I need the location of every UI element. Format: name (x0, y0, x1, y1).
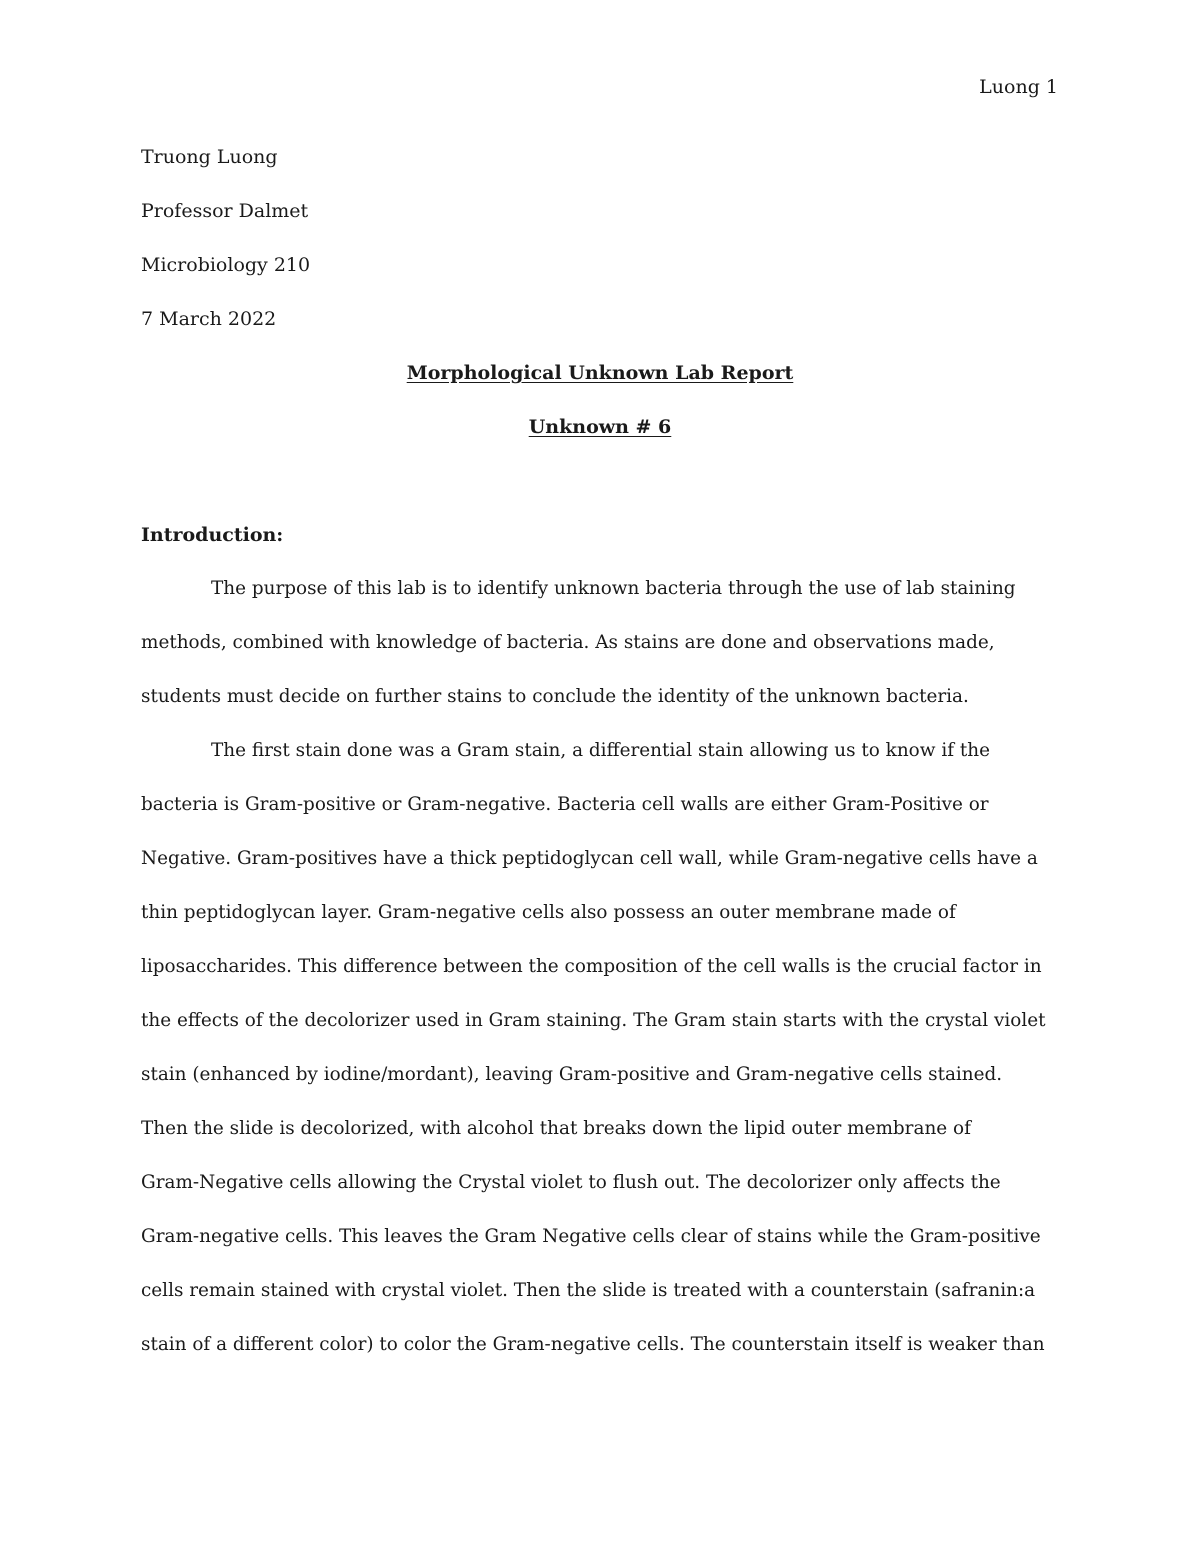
report-subtitle-text: Unknown # 6 (528, 416, 672, 438)
paragraph-line: The purpose of this lab is to identify unknown bacteria through the use of lab staining (211, 578, 1016, 599)
report-title (141, 360, 1059, 386)
professor-name: Professor Dalmet (141, 200, 309, 222)
report-date: 7 March 2022 (141, 308, 277, 330)
paragraph-line: stain of a different color) to color the Gram-negative cells. The counterstain itself is weaker than (141, 1334, 1045, 1355)
paragraph-line: cells remain stained with crystal violet. Then the slide is treated with a counterstain (safranin:a (141, 1280, 1036, 1301)
report-subtitle (141, 414, 1059, 440)
paragraph-line: Negative. Gram-positives have a thick peptidoglycan cell wall, while Gram-negative cells have a (141, 848, 1038, 869)
paragraph-line: The first stain done was a Gram stain, a differential stain allowing us to know if the (211, 740, 990, 761)
running-head: Luong 1 (979, 76, 1058, 98)
report-title-text: Morphological Unknown Lab Report (406, 362, 794, 384)
paragraph-line: Then the slide is decolorized, with alcohol that breaks down the lipid outer membrane of (141, 1118, 971, 1139)
introduction-heading: Introduction: (141, 524, 284, 546)
paragraph-line: thin peptidoglycan layer. Gram-negative cells also possess an outer membrane made of (141, 902, 956, 923)
paragraph-line: Gram-negative cells. This leaves the Gram Negative cells clear of stains while the Gram-positive (141, 1226, 1041, 1247)
course-name: Microbiology 210 (141, 254, 311, 276)
paragraph-line: bacteria is Gram-positive or Gram-negative. Bacteria cell walls are either Gram-Positive or (141, 794, 989, 815)
paragraph-line: liposaccharides. This difference between the composition of the cell walls is the crucial factor in (141, 956, 1042, 977)
paragraph-line: students must decide on further stains to conclude the identity of the unknown bacteria. (141, 686, 969, 707)
paragraph-line: Gram-Negative cells allowing the Crystal violet to flush out. The decolorizer only affects the (141, 1172, 1001, 1193)
student-name: Truong Luong (141, 146, 278, 168)
paragraph-line: methods, combined with knowledge of bacteria. As stains are done and observations made, (141, 632, 995, 653)
paragraph-line: stain (enhanced by iodine/mordant), leaving Gram-positive and Gram-negative cells stained. (141, 1064, 1003, 1085)
paragraph-line: the effects of the decolorizer used in Gram staining. The Gram stain starts with the crystal violet (141, 1010, 1046, 1031)
